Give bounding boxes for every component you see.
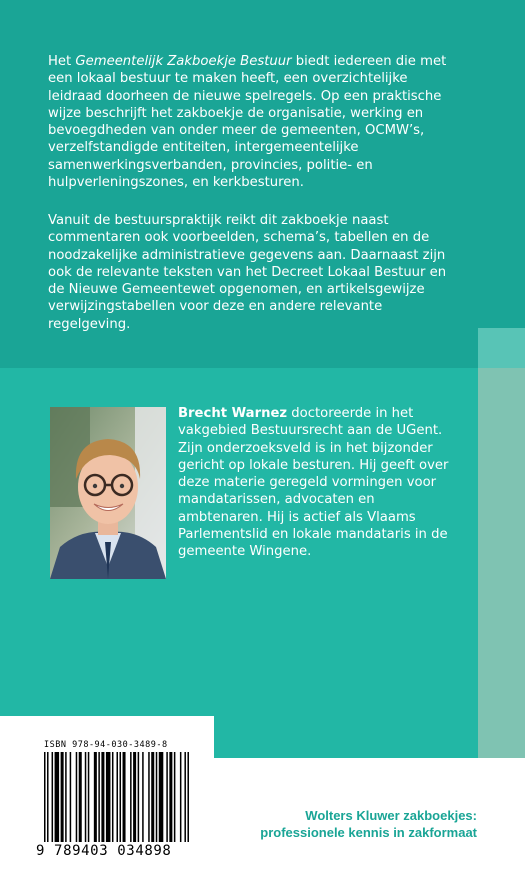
- side-strip: [478, 368, 525, 758]
- barcode-bar: [98, 752, 100, 842]
- tagline-line-1: Wolters Kluwer zakboekjes:: [305, 808, 477, 823]
- barcode-bar: [166, 752, 168, 842]
- barcode-bar: [159, 752, 164, 842]
- barcode-bar: [142, 752, 144, 842]
- barcode-bar: [187, 752, 189, 842]
- barcode-bar: [65, 752, 67, 842]
- description-paragraph-2: Vanuit de bestuurspraktijk reikt dit zakboekje naast commentaren ook voorbeelden, schema’s, tabellen en de noodzakelijke administratieve gegevens aan. Daarnaast zijn ook de relevante teksten van het Decreet Lokaal Bestuur en de Nieuwe Gemeentewet opgenomen, en artikelsgewijze verwijzingstabellen voor deze en andere relevante regelgeving.: [48, 213, 447, 332]
- barcode-bar: [156, 752, 158, 842]
- author-name: Brecht Warnez: [178, 406, 288, 421]
- barcode-bar: [184, 752, 186, 842]
- barcode-bar: [138, 752, 140, 842]
- barcode-bar: [123, 752, 126, 842]
- barcode-bar: [44, 752, 46, 842]
- para1-rest: biedt iedereen die met een lokaal bestuur te maken heeft, een overzichtelijke leidraad doorheen de nieuwe spelregels. Op een praktische wijze beschrijft het zakboekje de organisatie, werking en bevoegdheden van onder meer de gemeenten, OCMW’s, verzelfstandigde entiteiten, intergemeentelijke samenwerkingsverbanden, provincies, politie- en hulpverleningszones, en kerkbesturen.: [48, 54, 447, 191]
- barcode-bar: [79, 752, 82, 842]
- barcode-bar: [47, 752, 49, 842]
- barcode-bar: [169, 752, 172, 842]
- author-photo: [50, 407, 166, 579]
- publisher-tagline: [260, 807, 477, 841]
- barcode-bar: [130, 752, 132, 842]
- barcode-bar: [55, 752, 60, 842]
- bottom-teal-band: [214, 716, 478, 758]
- isbn-label: ISBN 978-94-030-3489-8: [44, 740, 168, 750]
- barcode-bar: [120, 752, 122, 842]
- barcode-bar: [148, 752, 150, 842]
- barcode-bar: [52, 752, 54, 842]
- description-paragraph-1: [48, 53, 448, 191]
- isbn-digits: 9 789403 034898: [36, 843, 172, 859]
- barcode-bar: [76, 752, 78, 842]
- side-strip-top: [478, 328, 525, 368]
- barcode-bar: [94, 752, 97, 842]
- para1-prefix: Het: [48, 54, 76, 69]
- barcode-bar: [85, 752, 87, 842]
- barcode-bar: [61, 752, 64, 842]
- author-bio: [178, 405, 458, 561]
- book-title: Gemeentelijk Zakboekje Bestuur: [75, 54, 292, 69]
- tagline-line-2: professionele kennis in zakformaat: [260, 825, 477, 840]
- barcode-bar: [180, 752, 182, 842]
- barcode-bar: [88, 752, 90, 842]
- barcode-bar: [133, 752, 136, 842]
- author-bio-text: doctoreerde in het vakgebied Bestuursrecht aan de UGent. Zijn onderzoeksveld is in het bijzonder gericht op lokale besturen. Hij geeft over deze materie geregeld vormingen voor mandatarissen, advocaten en ambtenaren. Hij is actief als Vlaams Parlementslid en lokale mandataris in de gemeente Wingene.: [178, 406, 449, 560]
- barcode-bar: [70, 752, 72, 842]
- barcode-bar: [116, 752, 118, 842]
- barcode-bar: [174, 752, 176, 842]
- barcode-bar: [106, 752, 111, 842]
- barcode: [44, 752, 192, 842]
- barcode-bar: [112, 752, 114, 842]
- barcode-bar: [151, 752, 154, 842]
- barcode-bar: [101, 752, 104, 842]
